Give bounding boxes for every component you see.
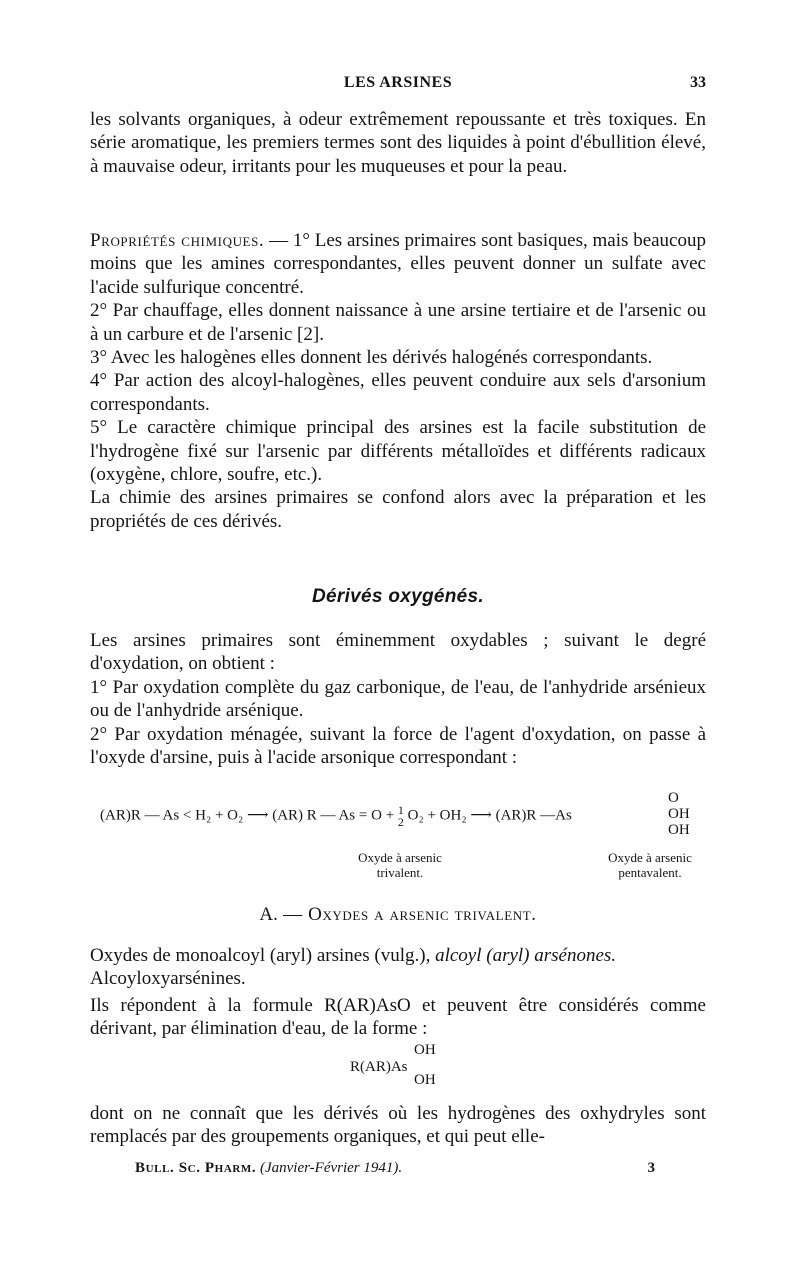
footer-date: (Janvier-Février 1941).	[260, 1160, 403, 1176]
page-number: 33	[690, 74, 706, 91]
caption-pentavalent-line-2: pentavalent.	[618, 865, 682, 880]
caption-pentavalent-line-1: Oxyde à arsenic	[608, 850, 692, 865]
formula-substituents	[414, 1040, 436, 1090]
subsection-heading-block	[90, 904, 706, 926]
paragraph-props-1	[90, 229, 706, 299]
caption-pentavalent	[580, 850, 720, 880]
oxidation-equation	[90, 790, 706, 880]
equation-line	[100, 804, 572, 828]
paragraph-props-6: La chimie des arsines primaires se confond alors avec la préparation et les propriétés de ces dérivés.	[90, 487, 706, 532]
trivalent-names-italic: alcoyl (aryl) arsénones.	[435, 945, 617, 966]
formula-base: R(AR)As	[350, 1059, 408, 1075]
subsection-title: — Oxydes a arsenic trivalent.	[277, 904, 537, 925]
substituent-oh-1: OH	[668, 806, 690, 822]
paragraph-oxy-1: Les arsines primaires sont éminemment oxydables ; suivant le degré d'oxydation, on obtient :	[90, 630, 706, 675]
paragraph-intro: les solvants organiques, à odeur extrêmement repoussante et très toxiques. En série aromatique, les premiers termes sont des liquides à point d'ébullition élevé, à mauvaise odeur, irritants pour les muqueuses et pour la peau.	[90, 109, 706, 177]
paragraph-trivalent-2: Ils répondent à la formule R(AR)AsO et peuvent être considérés comme dérivant, par élimination d'eau, de la forme :	[90, 994, 706, 1040]
subsection-letter: A.	[259, 904, 278, 925]
intro-block	[90, 108, 706, 178]
footer-sheet-number: 3	[647, 1160, 655, 1176]
props-text-1: — 1° Les arsines primaires sont basiques, mais beaucoup moins que les amines correspondantes, elles peuvent donner un sulfate avec l'acide sulfurique concentré.	[90, 230, 706, 298]
footer-journal: Bull. Sc. Pharm.	[135, 1160, 257, 1176]
equation-fraction	[398, 804, 404, 828]
paragraph-oxy-3: 2° Par oxydation ménagée, suivant la force de l'agent d'oxydation, on passe à l'oxyde d'arsine, puis à l'acide arsonique correspondant :	[90, 723, 706, 769]
paragraph-trivalent-3: dont on ne connaît que les dérivés où les hydrogènes des oxhydryles sont remplacés par des groupements organiques, et qui peut elle-	[90, 1103, 706, 1148]
trivalent-block	[90, 944, 706, 1041]
trivalent-continuation	[90, 1102, 706, 1149]
caption-trivalent-line-2: trivalent.	[376, 865, 424, 880]
arsonic-acid-substituents	[668, 790, 690, 838]
props-label: Propriétés chimiques.	[90, 230, 265, 251]
footer	[135, 1160, 655, 1177]
section-heading-block	[90, 586, 706, 608]
caption-trivalent-line-1: Oxyde à arsenic	[358, 850, 442, 865]
trivalent-names: Oxydes de monoalcoyl (aryl) arsines (vulg.),	[90, 945, 436, 966]
paragraph-props-5: 5° Le caractère chimique principal des arsines est la facile substitution de l'hydrogène fixé sur l'arsenic par différents métalloïdes et différents radicaux (oxygène, chlore, soufre, etc.).	[90, 417, 706, 486]
fraction-denominator: 2	[397, 815, 404, 829]
fraction-numerator: 1	[397, 803, 404, 817]
paragraph-props-4: 4° Par action des alcoyl-halogènes, elles peuvent conduire aux sels d'arsonium correspondants.	[90, 370, 706, 415]
paragraph-props-3: 3° Avec les halogènes elles donnent les dérivés halogénés correspondants.	[90, 347, 653, 369]
subsection-heading	[90, 904, 706, 926]
equation-part-2: O₂ + OH₂ ⟶ (AR)R —As	[407, 807, 572, 824]
caption-trivalent	[330, 850, 470, 880]
equation-part-1: (AR)R — As < H₂ + O₂ ⟶ (AR) R — As = O +	[100, 807, 395, 824]
paragraph-trivalent-1	[90, 944, 706, 991]
paragraph-oxy-2: 1° Par oxydation complète du gaz carbonique, de l'eau, de l'anhydride arsénieux ou de l'anhydride arsénique.	[90, 676, 706, 722]
trivalent-names-alt: Alcoyloxyarsénines.	[90, 968, 246, 990]
running-title: LES ARSINES	[343, 74, 453, 91]
oxidation-block	[90, 629, 706, 769]
formula-oh-1: OH	[414, 1042, 436, 1058]
section-heading: Dérivés oxygénés.	[312, 586, 484, 607]
substituent-o: O	[668, 790, 679, 806]
substituent-oh-2: OH	[668, 822, 690, 838]
chemical-properties-block	[90, 229, 706, 533]
running-head	[90, 74, 706, 98]
paragraph-props-2: 2° Par chauffage, elles donnent naissance à une arsine tertiaire et de l'arsenic ou à un carbure et de l'arsenic [2].	[90, 300, 706, 345]
formula-oh-2: OH	[414, 1072, 436, 1088]
